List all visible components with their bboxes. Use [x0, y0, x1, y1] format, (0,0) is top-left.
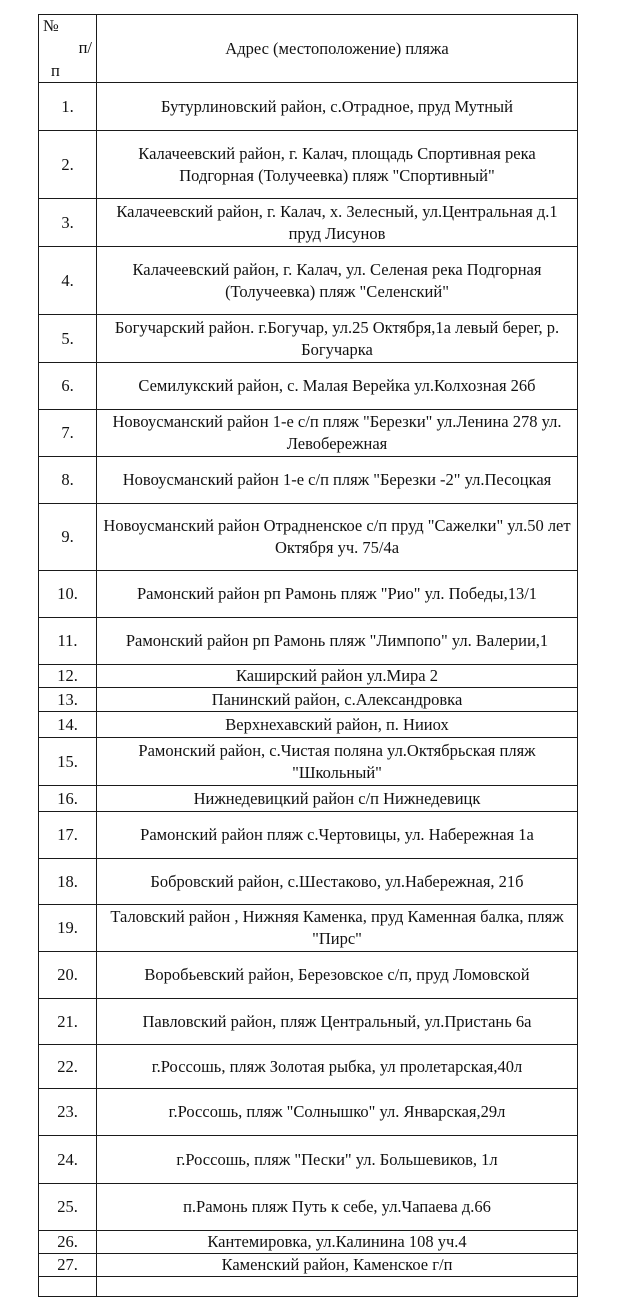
beach-address: г.Россошь, пляж Золотая рыбка, ул пролетарская,40л	[97, 1045, 578, 1089]
row-number: 17.	[39, 812, 97, 859]
table-row	[39, 1136, 578, 1184]
row-number: 12.	[39, 665, 97, 688]
beach-address: Новоусманский район Отрадненское с/п пруд "Сажелки" ул.50 лет Октября уч. 75/4а	[97, 504, 578, 571]
row-number: 15.	[39, 738, 97, 786]
row-number: 5.	[39, 315, 97, 363]
table-row	[39, 410, 578, 457]
row-number: 9.	[39, 504, 97, 571]
beach-address: Рамонский район рп Рамонь пляж "Лимпопо" ул. Валерии,1	[97, 618, 578, 665]
beach-address: г.Россошь, пляж "Солнышко" ул. Январская,29л	[97, 1089, 578, 1136]
table-row	[39, 859, 578, 905]
row-number: 20.	[39, 952, 97, 999]
row-number: 16.	[39, 786, 97, 812]
row-number: 8.	[39, 457, 97, 504]
table-row	[39, 618, 578, 665]
beach-address: г.Россошь, пляж "Пески" ул. Большевиков, 1л	[97, 1136, 578, 1184]
row-number: 2.	[39, 131, 97, 199]
beach-address: Павловский район, пляж Центральный, ул.Пристань 6а	[97, 999, 578, 1045]
column-header-number	[39, 15, 97, 83]
table-row	[39, 688, 578, 712]
beaches-table	[38, 14, 578, 1297]
beach-address: Верхнехавский район, п. Нииох	[97, 712, 578, 738]
row-number: 22.	[39, 1045, 97, 1089]
table-row	[39, 504, 578, 571]
table-row	[39, 905, 578, 952]
beach-address: Нижнедевицкий район с/п Нижнедевицк	[97, 786, 578, 812]
beach-address: Рамонский район пляж с.Чертовицы, ул. Набережная 1а	[97, 812, 578, 859]
table-row	[39, 1089, 578, 1136]
row-number: 11.	[39, 618, 97, 665]
table-row	[39, 571, 578, 618]
row-number: 13.	[39, 688, 97, 712]
table-row	[39, 83, 578, 131]
row-number: 19.	[39, 905, 97, 952]
number-abbrev-part1: п/	[78, 37, 92, 57]
number-abbrev-part2: п	[51, 60, 60, 80]
beach-address: Новоусманский район 1-е с/п пляж "Березки -2" ул.Песоцкая	[97, 457, 578, 504]
beach-address: Семилукский район, с. Малая Верейка ул.Колхозная 26б	[97, 363, 578, 410]
table-row	[39, 247, 578, 315]
column-header-address: Адрес (местоположение) пляжа	[97, 15, 578, 83]
table-row	[39, 131, 578, 199]
beach-address: Воробьевский район, Березовское с/п, пруд Ломовской	[97, 952, 578, 999]
table-row	[39, 738, 578, 786]
table-row	[39, 315, 578, 363]
row-number: 1.	[39, 83, 97, 131]
table-row	[39, 812, 578, 859]
beach-address: Богучарский район. г.Богучар, ул.25 Октября,1а левый берег, р. Богучарка	[97, 315, 578, 363]
row-number: 26.	[39, 1231, 97, 1254]
table-row	[39, 457, 578, 504]
table-row	[39, 665, 578, 688]
beach-address: п.Рамонь пляж Путь к себе, ул.Чапаева д.66	[97, 1184, 578, 1231]
row-number: 7.	[39, 410, 97, 457]
beach-address: Рамонский район рп Рамонь пляж "Рио" ул. Победы,13/1	[97, 571, 578, 618]
table-row	[39, 1254, 578, 1277]
table-row	[39, 1045, 578, 1089]
table-row	[39, 952, 578, 999]
beach-address: Калачеевский район, г. Калач, ул. Селеная река Подгорная (Толучеевка) пляж "Селенский"	[97, 247, 578, 315]
table-header-row	[39, 15, 578, 83]
row-number: 21.	[39, 999, 97, 1045]
row-number: 6.	[39, 363, 97, 410]
row-number: 25.	[39, 1184, 97, 1231]
row-number: 10.	[39, 571, 97, 618]
row-number: 24.	[39, 1136, 97, 1184]
row-number: 3.	[39, 199, 97, 247]
beach-address: Каширский район ул.Мира 2	[97, 665, 578, 688]
beach-address: Бобровский район, с.Шестаково, ул.Набережная, 21б	[97, 859, 578, 905]
table-row	[39, 199, 578, 247]
beach-address: Таловский район , Нижняя Каменка, пруд Каменная балка, пляж "Пирс"	[97, 905, 578, 952]
beach-address: Калачеевский район, г. Калач, х. Зелесный, ул.Центральная д.1 пруд Лисунов	[97, 199, 578, 247]
row-number: 14.	[39, 712, 97, 738]
beach-address: Каменский район, Каменское г/п	[97, 1254, 578, 1277]
row-number: 23.	[39, 1089, 97, 1136]
row-number: 4.	[39, 247, 97, 315]
table-row	[39, 712, 578, 738]
table-row	[39, 786, 578, 812]
row-number: 27.	[39, 1254, 97, 1277]
table-row	[39, 363, 578, 410]
row-number: 18.	[39, 859, 97, 905]
number-sign: №	[43, 15, 59, 35]
beach-address: Бутурлиновский район, с.Отрадное, пруд Мутный	[97, 83, 578, 131]
table-row	[39, 999, 578, 1045]
beach-address: Рамонский район, с.Чистая поляна ул.Октябрьская пляж "Школьный"	[97, 738, 578, 786]
beach-address: Кантемировка, ул.Калинина 108 уч.4	[97, 1231, 578, 1254]
beach-address: Калачеевский район, г. Калач, площадь Спортивная река Подгорная (Толучеевка) пляж "Спортивный"	[97, 131, 578, 199]
table-body	[39, 83, 578, 1297]
beach-address: Новоусманский район 1-е с/п пляж "Березки" ул.Ленина 278 ул. Левобережная	[97, 410, 578, 457]
beach-address: Панинский район, с.Александровка	[97, 688, 578, 712]
table-row	[39, 1231, 578, 1254]
table-row	[39, 1184, 578, 1231]
